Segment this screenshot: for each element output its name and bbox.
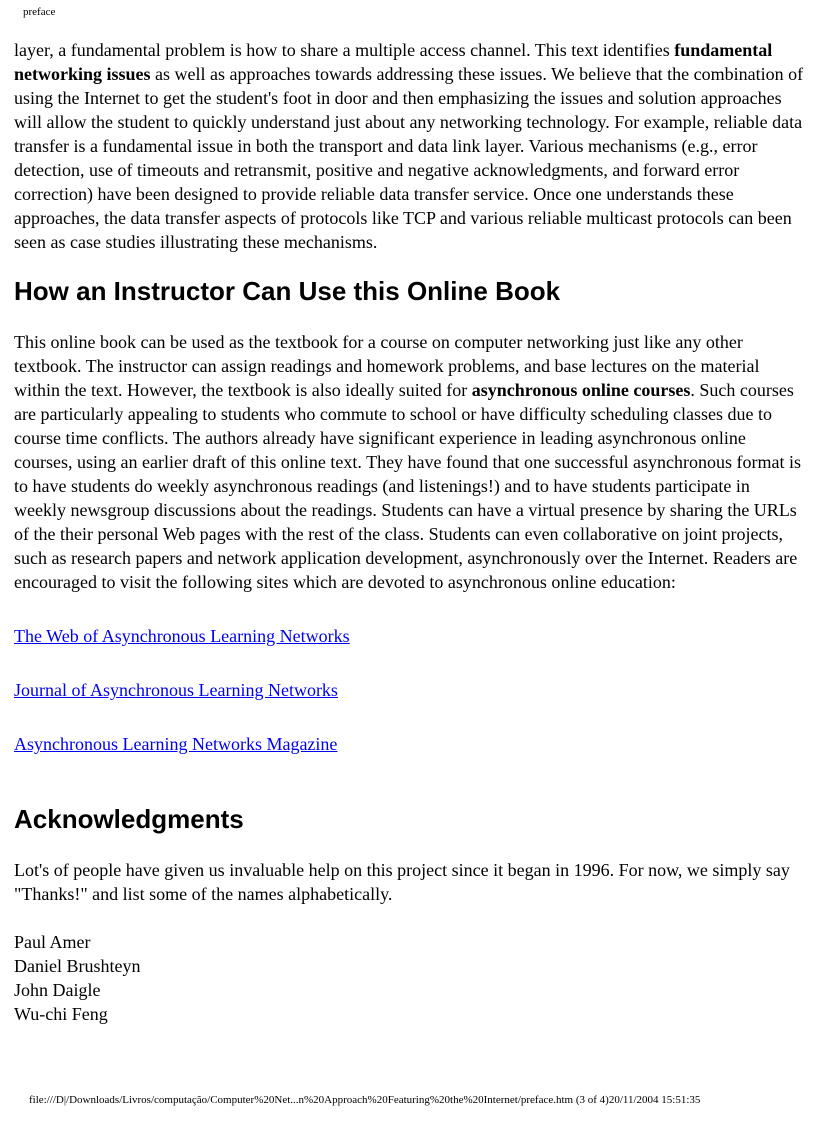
- resource-link-row-3: [14, 732, 804, 756]
- page-header-title: preface: [23, 6, 56, 18]
- instructor-bold-term: asynchronous online courses: [471, 380, 691, 400]
- list-item: Daniel Brushteyn: [14, 956, 141, 976]
- alnweb-link[interactable]: The Web of Asynchronous Learning Networks: [14, 626, 350, 646]
- intro-bold-term: fundamental networking issues: [14, 40, 773, 84]
- list-item: Paul Amer: [14, 932, 91, 952]
- instructor-text-2: . Such courses are particularly appealing to students who commute to school or have difficulty scheduling classes due to course time conflicts. The authors already have significant experience in leading asynchronous online courses, using an earlier draft of this online text. They have found that one successful asynchronous format is to have students do weekly asynchronous readings (and listenings!) and to have students participate in weekly newsgroup discussions about the readings. Students can have a virtual presence by sharing the URLs of the their personal Web pages with the rest of the class. Students can even collaborative on joint projects, such as research papers and network application development, asynchronously over the Internet. Readers are encouraged to visit the following sites which are devoted to asynchronous online education:: [14, 380, 801, 592]
- instructor-paragraph: [14, 330, 804, 594]
- names-list: [14, 930, 804, 1026]
- document-body: [14, 38, 804, 1026]
- resource-link-row-1: [14, 624, 804, 648]
- intro-text-2: as well as approaches towards addressing these issues. We believe that the combination of using the Internet to get the student's foot in door and then emphasizing the issues and solution approaches will allow the student to quickly understand just about any networking technology. For example, reliable data transfer is a fundamental issue in both the transport and data link layer. Various mechanisms (e.g., error detection, use of timeouts and retransmit, positive and negative acknowledgments, and forward error correction) have been designed to provide reliable data transfer service. Once one understands these approaches, the data transfer aspects of protocols like TCP and various reliable multicast protocols can been seen as case studies illustrating these mechanisms.: [14, 64, 804, 252]
- instructor-text-1: This online book can be used as the textbook for a course on computer networking just like any other textbook. The instructor can assign readings and homework problems, and base lectures on the material within the text. However, the textbook is also ideally suited for: [14, 332, 760, 400]
- instructor-heading: How an Instructor Can Use this Online Book: [14, 276, 561, 306]
- intro-text-1: layer, a fundamental problem is how to share a multiple access channel. This text identifies: [14, 40, 675, 60]
- aln-magazine-link[interactable]: Asynchronous Learning Networks Magazine: [14, 734, 338, 754]
- acknowledgments-paragraph: Lot's of people have given us invaluable help on this project since it began in 1996. For now, we simply say "Thanks!" and list some of the names alphabetically.: [14, 860, 790, 904]
- intro-paragraph: [14, 38, 804, 254]
- page-footer-path: file:///D|/Downloads/Livros/computação/Computer%20Net...n%20Approach%20Featuring%20the%20Internet/preface.htm (3 of 4)20/11/2004 15:51:35: [29, 1094, 701, 1106]
- list-item: Wu-chi Feng: [14, 1004, 108, 1024]
- acknowledgments-heading: Acknowledgments: [14, 804, 244, 834]
- list-item: John Daigle: [14, 980, 101, 1000]
- jaln-link[interactable]: Journal of Asynchronous Learning Networks: [14, 680, 338, 700]
- resource-link-row-2: [14, 678, 804, 702]
